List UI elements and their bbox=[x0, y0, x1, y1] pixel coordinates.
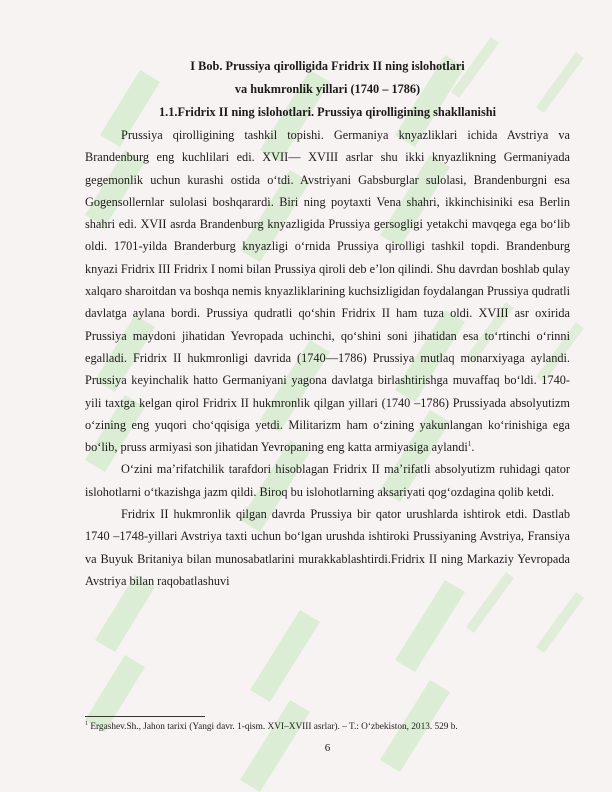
body-text bbox=[85, 124, 570, 592]
paragraph-2: O‘zini ma’rifatchilik tarafdori hisoblagan Fridrix II ma’rifatli absolyutizm ruhidagi qator islohotlarni o‘tkazishga jazm qildi. Biroq bu islohotlarning aksariyati qog‘ozdagina qolib ketdi. bbox=[85, 462, 570, 499]
paragraph-3: Fridrix II hukmronlik qilgan davrda Prussiya bir qator urushlarda ishtirok etdi. Dastlab 1740 –1748-yillari Avstriya taxti uchun bo‘lgan urushda ishtiroki Prussiyaning Avstriya, Fransiya va Buyuk Britaniya bilan munosabatlarini murakkablashtirdi.Fridrix II ning Markaziy Yevropada Avstriya bilan raqobatlashuvi bbox=[85, 507, 570, 588]
footnote-marker: 1 bbox=[85, 720, 88, 727]
paragraph-1-text: Prussiya qirolligining tashkil topishi. Germaniya knyazliklari ichida Avstriya va Brandenburg eng kuchlilari edi. XVII— XVIII asrlar shu ikki knyazlikning Germaniyada gegemonlik uchun kurashi ostida o‘tdi. Avstriyani Gabsburglar sulolasi, Brandenburgni esa Gogensollernlar sulolasi boshqarardi. Biri ning poytaxti Vena shahri, ikkinchisiniki esa Berlin shahri edi. XVII asrda Brandenburg knyazligida Prussiya gersogligi yetakchi mavqega ega bo‘lib oldi. 1701-yilda Branderburg knyazligi o‘rnida Prussiya qirolligi tashkil topdi. Brandenburg knyazi Fridrix III Fridrix I nomi bilan Prussiya qiroli deb e’lon qilindi. Shu davrdan boshlab qulay xalqaro sharoitdan va boshqa nemis knyazliklarining kuchsizligidan foydalangan Prussiya qudratli davlatga aylana bordi. Prussiya qudratli qo‘shin Fridrix II ham tuza oldi. XVIII asr oxirida Prussiya maydoni jihatidan Yevropada uchinchi, qo‘shini soni jihatidan esa to‘rtinchi o‘rinni egalladi. Fridrix II hukmronligi davrida (1740—1786) Prussiya mutlaq monarxiyaga aylandi. Prussiya keyinchalik hatto Germaniyani yagona davlatga birlashtirishga muvaffaq bo‘ldi. 1740-yili taxtga kelgan qirol Fridrix II hukmronlik qilgan yillari (1740 –1786) Prussiyada absolyutizm o‘zining eng yuqori cho‘qqisiga yetdi. Militarizm ham o‘zining yakunlangan ko‘rinishiga ega bo‘lib, pruss armiyasi son jihatidan Yevropaning eng katta armiyasiga aylandi bbox=[85, 128, 570, 455]
footnote bbox=[85, 721, 570, 733]
section-title: 1.1.Fridrix II ning islohotlari. Prussiya qirolligining shakllanishi bbox=[159, 105, 496, 119]
footnote-separator bbox=[85, 716, 205, 717]
page-number: 6 bbox=[324, 742, 331, 754]
chapter-title-line-2: va hukmronlik yillari (1740 – 1786) bbox=[234, 82, 421, 96]
footnote-text: Ergashev.Sh., Jahon tarixi (Yangi davr. 1-qism. XVI–XVIII asrlar). – T.: O‘zbekiston, 2013. 529 b. bbox=[88, 722, 458, 732]
footnote-reference: 1 bbox=[467, 440, 472, 449]
paragraph-1: Prussiya qirolligining tashkil topishi. Germaniya knyazliklari ichida Avstriya va Brandenburg eng kuchlilari edi. XVII— XVIII asrlar shu ikki knyazlikning Germaniyada gegemonlik uchun kurashi ostida o‘tdi. Avstriyani Gabsburglar sulolasi, Brandenburgni esa Gogensollernlar sulolasi boshqarardi. Biri ning poytaxti Vena shahri, ikkinchisiniki esa Berlin shahri edi. XVII asrda Brandenburg knyazligida Prussiya gersogligi yetakchi mavqega ega bo‘lib oldi. 1701-yilda Branderburg knyazligi o‘rnida Prussiya qirolligi tashkil topdi. Brandenburg knyazi Fridrix III Fridrix I nomi bilan Prussiya qiroli deb e’lon qilindi. Shu davrdan boshlab qulay xalqaro sharoitdan va boshqa nemis knyazliklarining kuchsizligidan foydalangan Prussiya qudratli davlatga aylana bordi. Prussiya qudratli qo‘shin Fridrix II ham tuza oldi. XVIII asr oxirida Prussiya maydoni jihatidan Yevropada uchinchi, qo‘shini soni jihatidan esa to‘rtinchi o‘rinni egalladi. Fridrix II hukmronligi davrida (1740—1786) Prussiya mutlaq monarxiyaga aylandi. Prussiya keyinchalik hatto Germaniyani yagona davlatga birlashtirishga muvaffaq bo‘ldi. 1740-yili taxtga kelgan qirol Fridrix II hukmronlik qilgan yillari (1740 –1786) Prussiyada absolyutizm o‘zining eng yuqori cho‘qqisiga yetdi. Militarizm ham o‘zining yakunlangan ko‘rinishiga ega bo‘lib, pruss armiyasi son jihatidan Yevropaning eng katta armiyasiga aylandi$^1$. bbox=[85, 128, 570, 455]
chapter-title-line-1: I Bob. Prussiya qirolligida Fridrix II ning islohotlari bbox=[190, 59, 465, 73]
